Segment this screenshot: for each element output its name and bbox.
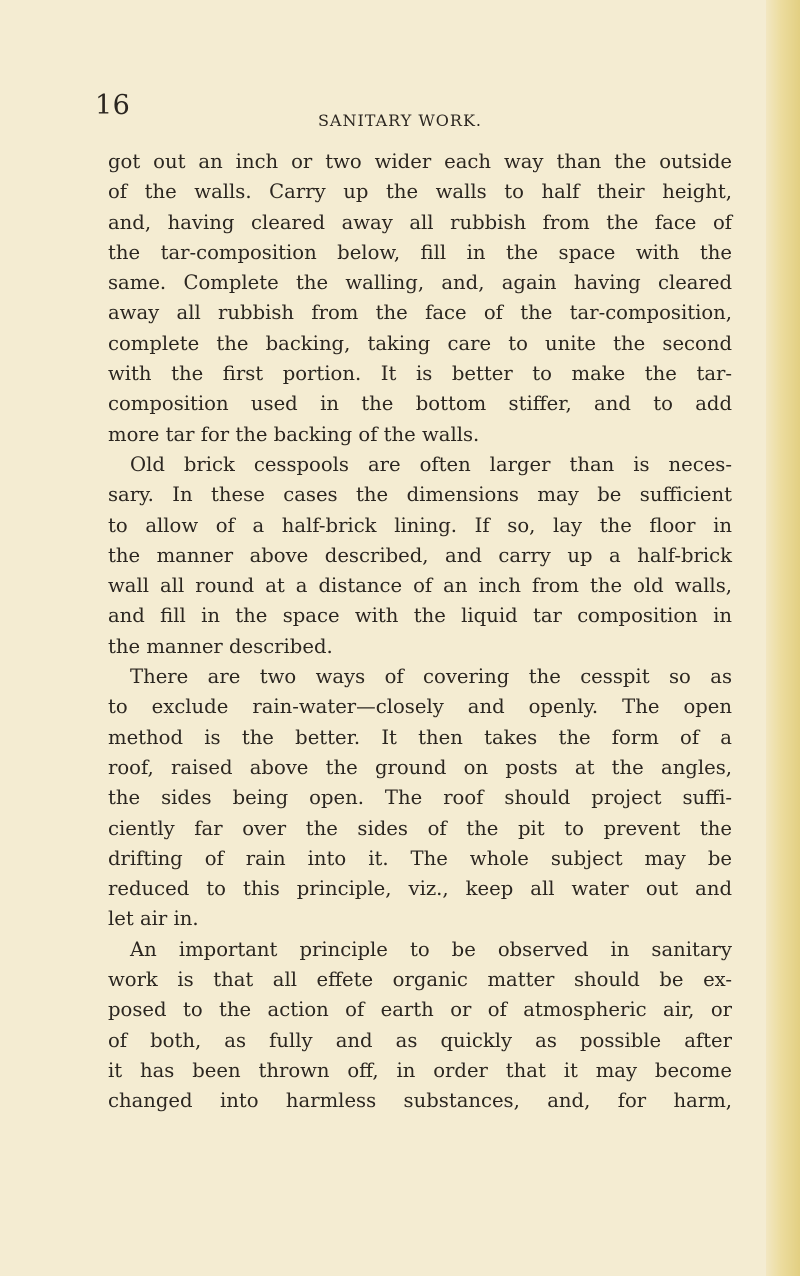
text-line: of the walls. Carry up the walls to half their height,: [108, 180, 732, 204]
text-line: the manner above described, and carry up a half-brick: [108, 543, 732, 567]
text-line: and, having cleared away all rubbish from the face of: [108, 210, 732, 234]
text-line: and fill in the space with the liquid tar composition in: [108, 604, 732, 628]
text-line: ciently far over the sides of the pit to prevent the: [108, 816, 732, 840]
text-line: got out an inch or two wider each way than the outside: [108, 150, 732, 173]
text-line: drifting of rain into it. The whole subject may be: [108, 846, 732, 870]
paragraph-first-line: An important principle to be observed in sanitary: [130, 937, 732, 961]
text-line: let air in.: [108, 907, 199, 931]
text-line: to allow of a half-brick lining. If so, lay the floor in: [108, 513, 732, 537]
text-line: more tar for the backing of the walls.: [108, 422, 480, 446]
text-line: posed to the action of earth or of atmospheric air, or: [108, 998, 732, 1022]
body-text: [108, 147, 732, 1117]
text-line: to exclude rain-water—closely and openly. The open: [108, 695, 732, 719]
text-line: with the first portion. It is better to make the tar-: [108, 362, 732, 386]
paragraph-first-line: There are two ways of covering the cesspit so as: [130, 665, 732, 689]
text-line: wall all round at a distance of an inch from the old walls,: [108, 574, 732, 598]
text-line: changed into harmless substances, and, for harm,: [108, 1089, 732, 1113]
text-line: the tar-composition below, fill in the space with the: [108, 240, 732, 264]
text-line: sary. In these cases the dimensions may be sufficient: [108, 483, 732, 507]
text-line: work is that all effete organic matter should be ex-: [108, 968, 732, 992]
text-line: complete the backing, taking care to unite the second: [108, 331, 732, 355]
text-line: of both, as fully and as quickly as possible after: [108, 1028, 732, 1052]
text-line: reduced to this principle, viz., keep all water out and: [108, 877, 732, 901]
text-line: composition used in the bottom stiffer, and to add: [108, 392, 732, 416]
text-line: roof, raised above the ground on posts at the angles,: [108, 755, 732, 779]
text-line: the manner described.: [108, 634, 333, 658]
text-line: away all rubbish from the face of the tar-composition,: [108, 301, 732, 325]
text-line: method is the better. It then takes the form of a: [108, 725, 732, 749]
running-title: SANITARY WORK.: [317, 111, 483, 130]
page-number: 16: [95, 90, 131, 121]
text-line: same. Complete the walling, and, again having cleared: [108, 271, 732, 295]
page-edge-shading: [766, 0, 800, 1276]
paragraph-first-line: Old brick cesspools are often larger than is neces-: [130, 452, 732, 476]
text-line: the sides being open. The roof should project suffi-: [108, 786, 732, 810]
text-line: it has been thrown off, in order that it may become: [108, 1058, 732, 1082]
